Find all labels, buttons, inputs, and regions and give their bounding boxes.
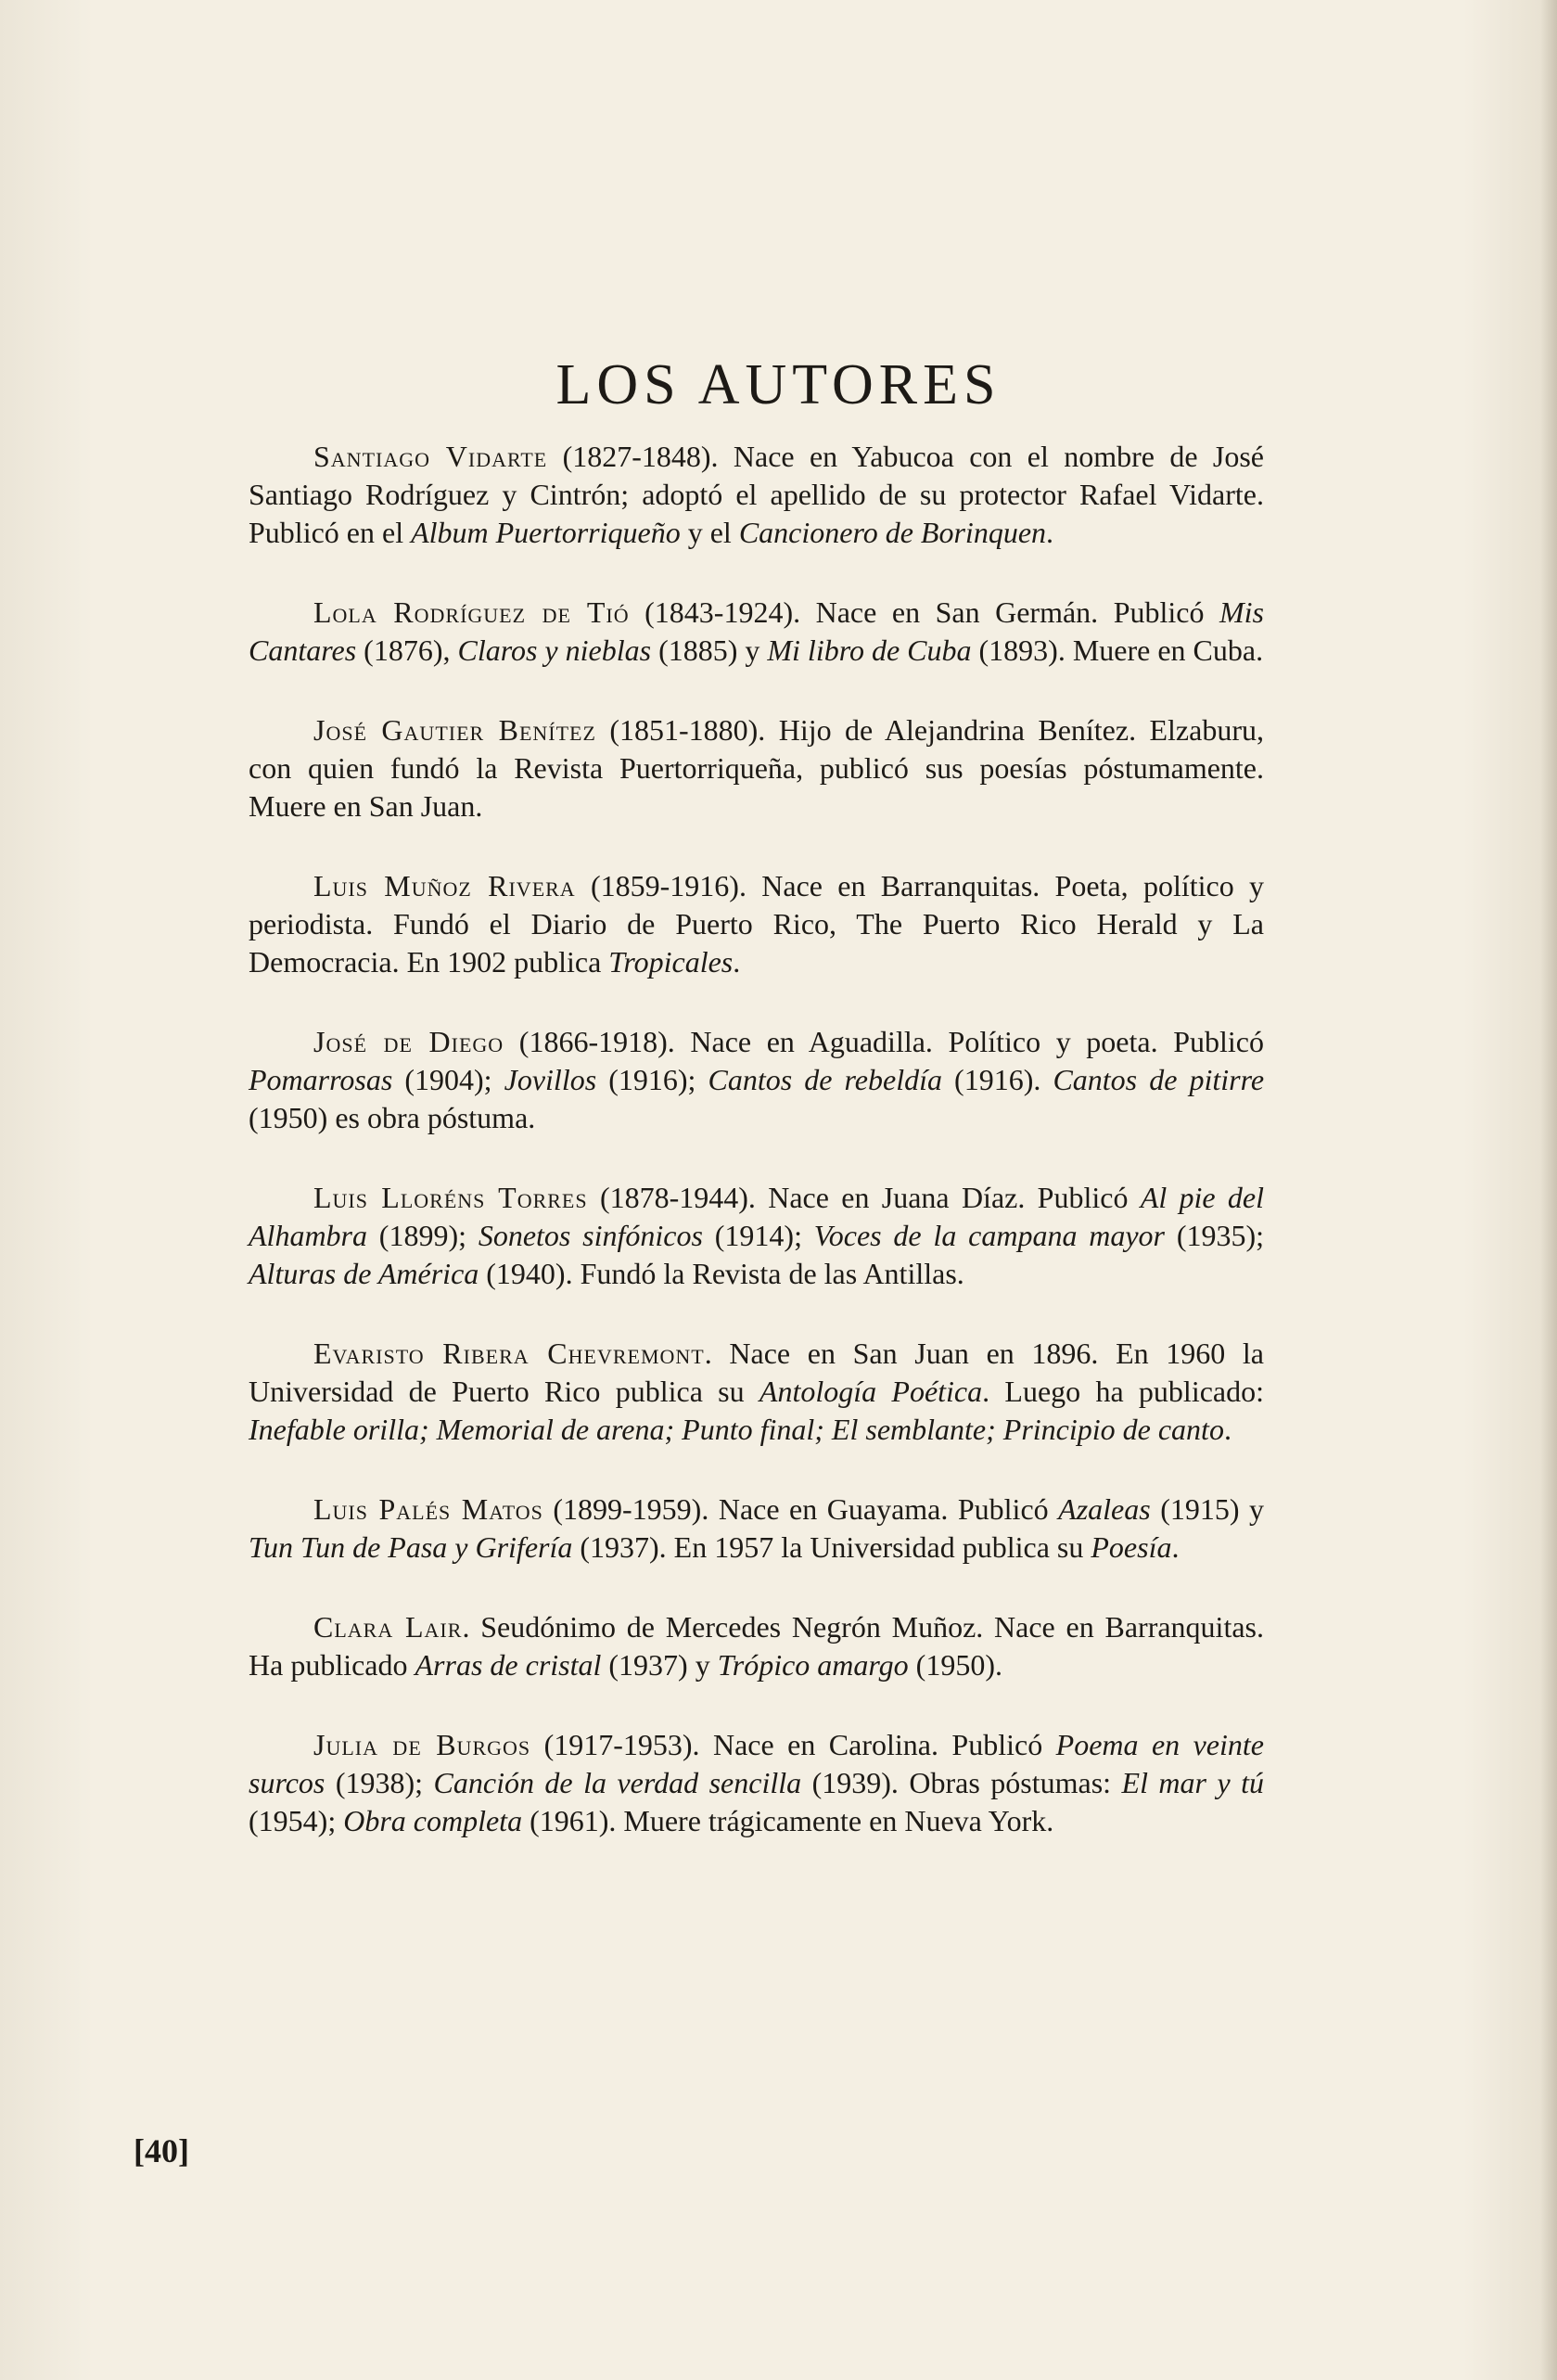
entry-text: . Nace en San Juan en 1896. En 1960 la Universidad de Puerto Rico publica su [249,1337,1265,1408]
work-title: Pomarrosas [249,1063,393,1096]
work-title: Canción de la verdad sencilla [433,1766,802,1799]
entry-text: (1916); [596,1063,708,1096]
author-name: Luis Muñoz Rivera [313,869,576,902]
entry-text: . [1223,1413,1232,1446]
author-entry [249,867,1264,981]
work-title: Mi libro de Cuba [767,633,972,667]
work-title: Azaleas [1058,1492,1151,1526]
entry-text: (1878-1944). Nace en Juana Díaz. Publicó [587,1181,1141,1214]
entry-text: (1904); [392,1063,504,1096]
author-name: Clara Lair [313,1610,463,1644]
author-name: Luis Lloréns Torres [313,1181,588,1214]
page-number: [40] [134,2132,189,2169]
author-entry [249,438,1264,552]
work-title: Tropicales [608,945,734,979]
work-title: Antología Poética [759,1375,983,1408]
entry-text: (1916). [941,1063,1053,1096]
work-title: Arras de cristal [415,1648,602,1682]
author-name: Santiago Vidarte [313,440,548,473]
author-entry [249,594,1264,670]
work-title: Poema en veinte surcos [249,1728,1264,1799]
entry-text: (1950) es obra póstuma. [249,1101,536,1134]
entry-text: (1961). Muere trágicamente en Nueva York. [522,1804,1054,1837]
work-title: Al pie del Alhambra [249,1181,1265,1252]
entry-text: (1940). Fundó la Revista de las Antillas. [479,1257,964,1290]
page-title: LOS AUTORES [555,353,1002,416]
entry-text: . [733,945,741,979]
author-entry [249,711,1264,825]
author-name: Luis Palés Matos [313,1492,543,1526]
entry-text: . Luego ha publicado: [982,1375,1265,1408]
author-name: Julia de Burgos [313,1728,531,1761]
entry-text: (1876), [356,633,458,667]
entry-text: . [1171,1530,1180,1564]
work-title: Alturas de América [249,1257,479,1290]
author-name: Lola Rodríguez de Tió [313,595,630,629]
entry-text: (1950). [908,1648,1002,1682]
entry-text: (1866-1918). Nace en Aguadilla. Político y poeta. Publicó [504,1025,1264,1058]
author-entry [249,1179,1264,1293]
entry-text: (1914); [702,1219,814,1252]
work-title: Album Puertorriqueño [411,516,681,549]
work-title: Mis Cantares [249,595,1264,667]
entry-text: (1859-1916). Nace en Barranquitas. Poeta, político y periodista. Fundó el Diario de Puerto Rico, The Puerto Rico Herald y La Democracia. En 1902 publica [249,869,1265,979]
work-title: Cancionero de Borinquen [738,516,1047,549]
entry-text: (1917-1953). Nace en Carolina. Publicó [530,1728,1056,1761]
work-title: Sonetos sinfónicos [478,1219,703,1252]
entry-text: (1935); [1165,1219,1265,1252]
author-name: Evaristo Ribera Chevremont [313,1337,705,1370]
work-title: Tun Tun de Pasa y Grifería [249,1530,573,1564]
work-title: Cantos de rebeldía [708,1063,942,1096]
author-name: José Gautier Benítez [313,713,596,747]
author-entry [249,1608,1264,1684]
entry-text: (1937) y [601,1648,718,1682]
work-title: Poesía [1091,1530,1172,1564]
entry-text: (1885) y [651,633,768,667]
work-title: Obra completa [343,1804,523,1837]
entry-text: (1939). Obras póstumas: [801,1766,1122,1799]
entry-text: y el [680,516,739,549]
entry-text: (1843-1924). Nace en San Germán. Publicó [629,595,1219,629]
entry-text: (1899); [367,1219,479,1252]
work-title: El mar y tú [1121,1766,1265,1799]
work-title: Cantos de pitirre [1053,1063,1265,1096]
work-title: Claros y nieblas [457,633,652,667]
entry-text: (1827-1848). Nace en Yabucoa con el nombre de José Santiago Rodríguez y Cintrón; adoptó el apellido de su protector Rafael Vidarte. Publicó en el [249,440,1264,549]
entry-text: (1954); [249,1804,344,1837]
work-title: Trópico amargo [717,1648,909,1682]
author-name: José de Diego [313,1025,504,1058]
author-list [249,438,1264,1882]
entry-text: . [1046,516,1054,549]
work-title: Inefable orilla; Memorial de arena; Punto final; El semblante; Principio de canto [249,1413,1224,1446]
entry-text: (1899-1959). Nace en Guayama. Publicó [542,1492,1059,1526]
entry-text: (1938); [325,1766,434,1799]
entry-text: (1915) y [1150,1492,1264,1526]
work-title: Jovillos [504,1063,597,1096]
entry-text: . Seudónimo de Mercedes Negrón Muñoz. Nace en Barranquitas. Ha publicado [249,1610,1264,1682]
author-entry [249,1491,1264,1567]
author-entry [249,1023,1264,1137]
work-title: Voces de la campana mayor [813,1219,1166,1252]
entry-text: (1851-1880). Hijo de Alejandrina Benítez. Elzaburu, con quien fundó la Revista Puertorriqueña, publicó sus poesías póstumamente. Muere en San Juan. [249,713,1264,823]
author-entry [249,1726,1264,1840]
entry-text: (1937). En 1957 la Universidad publica su [572,1530,1091,1564]
author-entry [249,1335,1264,1449]
entry-text: (1893). Muere en Cuba. [971,633,1264,667]
